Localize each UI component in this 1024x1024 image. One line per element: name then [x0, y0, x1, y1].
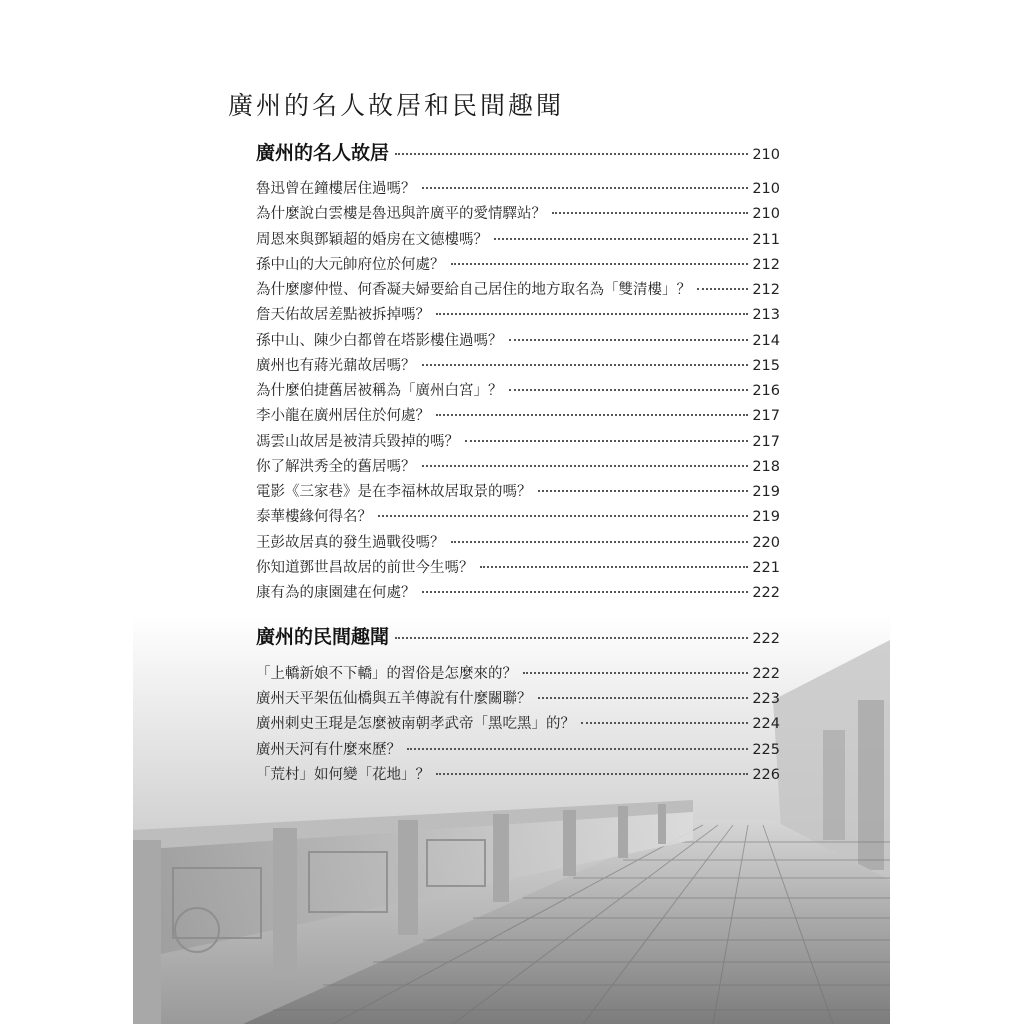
entry-title: 周恩來與鄧穎超的婚房在文德樓嗎？ [256, 232, 488, 248]
dot-leader [422, 591, 749, 593]
entry-page-number: 212 [752, 257, 780, 273]
dot-leader [436, 313, 748, 315]
toc-entry[interactable] [256, 505, 780, 526]
dot-leader [494, 238, 748, 240]
entry-title: 你知道鄧世昌故居的前世今生嗎？ [256, 560, 474, 576]
toc-entry[interactable] [256, 228, 780, 249]
book-page [133, 0, 890, 1024]
entry-title: 「荒村」如何變「花地」？ [256, 767, 430, 783]
dot-leader [465, 440, 748, 442]
entry-page-number: 225 [752, 742, 780, 758]
dot-leader [436, 773, 748, 775]
dot-leader [697, 288, 748, 290]
entry-page-number: 211 [752, 232, 780, 248]
dot-leader [451, 263, 749, 265]
entry-page-number: 226 [752, 767, 780, 783]
entry-title: 你了解洪秀全的舊居嗎？ [256, 459, 416, 475]
entry-title: 為什麼廖仲愷、何香凝夫婦要給自己居住的地方取名為「雙清樓」？ [256, 282, 691, 298]
entry-page-number: 215 [752, 358, 780, 374]
dot-leader [395, 153, 748, 155]
entry-page-number: 219 [752, 484, 780, 500]
toc-entry[interactable] [256, 581, 780, 602]
entry-title: 廣州也有蔣光鼐故居嗎？ [256, 358, 416, 374]
section-page-number: 222 [752, 631, 780, 647]
dot-leader [581, 722, 748, 724]
dot-leader [451, 541, 749, 543]
chapter-title: 廣州的名人故居和民間趣聞 [228, 91, 565, 120]
toc-entry[interactable] [256, 687, 780, 708]
entry-page-number: 217 [752, 408, 780, 424]
entry-page-number: 222 [752, 666, 780, 682]
toc-entry[interactable] [256, 177, 780, 198]
toc-entry[interactable] [256, 430, 780, 451]
toc-entry[interactable] [256, 303, 780, 324]
dot-leader [480, 566, 749, 568]
dot-leader [395, 637, 748, 639]
entry-title: 康有為的康園建在何處？ [256, 585, 416, 601]
dot-leader [509, 389, 749, 391]
toc-entry[interactable] [256, 712, 780, 733]
entry-page-number: 212 [752, 282, 780, 298]
entry-title: 魯迅曾在鐘樓居住過嗎？ [256, 181, 416, 197]
entry-title: 電影《三家巷》是在李福林故居取景的嗎？ [256, 484, 532, 500]
entry-page-number: 221 [752, 560, 780, 576]
entry-title: 為什麼伯捷舊居被稱為「廣州白宮」？ [256, 383, 503, 399]
toc-entry[interactable] [256, 253, 780, 274]
entry-title: 馮雲山故居是被清兵毀掉的嗎？ [256, 434, 459, 450]
toc-entry[interactable] [256, 202, 780, 223]
entry-title: 「上轎新娘不下轎」的習俗是怎麼來的？ [256, 666, 517, 682]
dot-leader [436, 414, 748, 416]
entry-page-number: 217 [752, 434, 780, 450]
entry-title: 廣州天平架伍仙橋與五羊傳說有什麼關聯？ [256, 691, 532, 707]
entry-page-number: 222 [752, 585, 780, 601]
dot-leader [523, 672, 748, 674]
entry-title: 孫中山、陳少白都曾在塔影樓住過嗎？ [256, 333, 503, 349]
toc-entry[interactable] [256, 379, 780, 400]
dot-leader [422, 187, 749, 189]
section-title: 廣州的名人故居 [256, 142, 390, 164]
entry-title: 廣州天河有什麼來歷？ [256, 742, 401, 758]
entry-page-number: 223 [752, 691, 780, 707]
toc-entry[interactable] [256, 404, 780, 425]
entry-title: 王彭故居真的發生過戰役嗎？ [256, 535, 445, 551]
entry-page-number: 218 [752, 459, 780, 475]
toc-entry[interactable] [256, 329, 780, 350]
section-page-number: 210 [752, 147, 780, 163]
entry-page-number: 210 [752, 181, 780, 197]
section-title: 廣州的民間趣聞 [256, 626, 390, 648]
toc-section-heading[interactable] [256, 622, 780, 649]
entry-page-number: 214 [752, 333, 780, 349]
entry-title: 為什麼說白雲樓是魯迅與許廣平的愛情驛站？ [256, 206, 546, 222]
dot-leader [538, 490, 749, 492]
toc-entry[interactable] [256, 662, 780, 683]
dot-leader [552, 212, 748, 214]
entry-title: 泰華樓緣何得名？ [256, 509, 372, 525]
entry-page-number: 220 [752, 535, 780, 551]
entry-page-number: 213 [752, 307, 780, 323]
toc-entry[interactable] [256, 480, 780, 501]
entry-page-number: 224 [752, 716, 780, 732]
dot-leader [538, 697, 749, 699]
entry-title: 李小龍在廣州居住於何處？ [256, 408, 430, 424]
toc-entry[interactable] [256, 531, 780, 552]
entry-title: 孫中山的大元帥府位於何處？ [256, 257, 445, 273]
entry-page-number: 210 [752, 206, 780, 222]
dot-leader [422, 364, 749, 366]
toc-entry[interactable] [256, 354, 780, 375]
toc-entry[interactable] [256, 738, 780, 759]
toc-section-heading[interactable] [256, 138, 780, 165]
entry-page-number: 219 [752, 509, 780, 525]
dot-leader [509, 339, 749, 341]
entry-title: 廣州刺史王琨是怎麼被南朝孝武帝「黑吃黑」的？ [256, 716, 575, 732]
toc-entry[interactable] [256, 763, 780, 784]
dot-leader [378, 515, 748, 517]
dot-leader [407, 748, 748, 750]
toc-entry[interactable] [256, 556, 780, 577]
entry-page-number: 216 [752, 383, 780, 399]
toc-entry[interactable] [256, 278, 780, 299]
dot-leader [422, 465, 749, 467]
toc-entry[interactable] [256, 455, 780, 476]
entry-title: 詹天佑故居差點被拆掉嗎？ [256, 307, 430, 323]
